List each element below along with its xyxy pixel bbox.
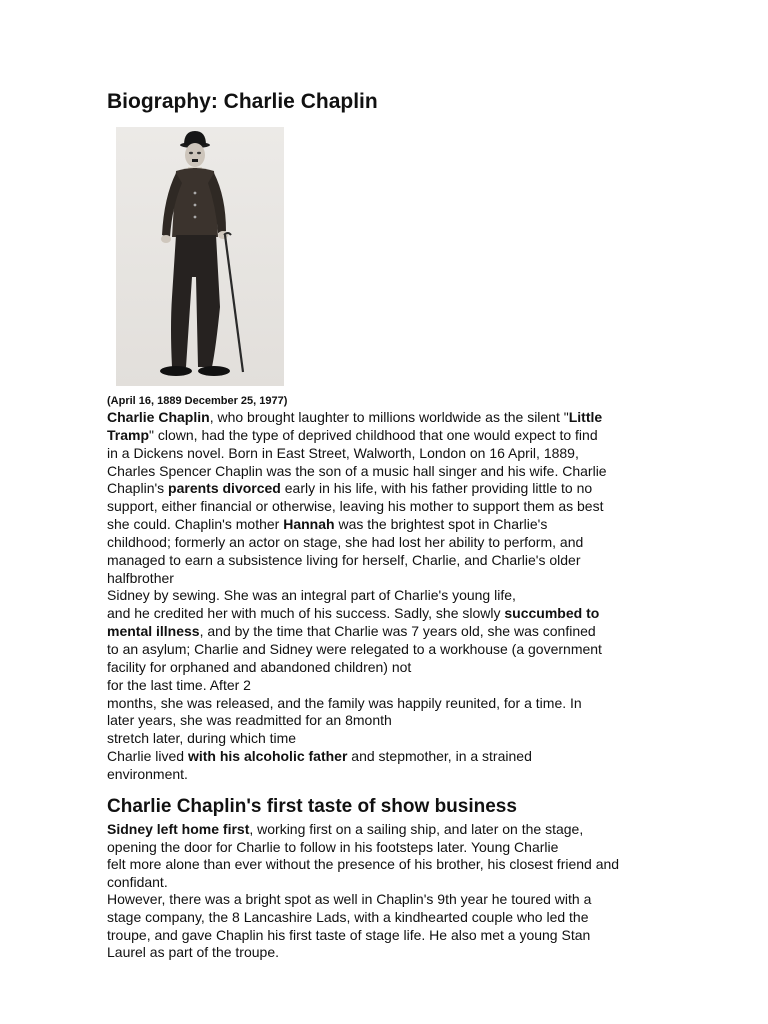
text-line [107,839,667,857]
text-line [107,695,667,713]
text-run: and he credited her with much of his success. Sadly, she slowly [107,605,505,622]
text-line [107,516,667,534]
text-line [107,927,667,945]
text-line [107,891,667,909]
bold-text: parents divorced [168,480,281,497]
text-run: support, either financial or otherwise, leaving his mother to support them as best [107,498,604,515]
text-line [107,856,667,874]
text-run: confidant. [107,873,168,890]
text-run: facility for orphaned and abandoned children) not [107,658,412,675]
text-run: months, she was released, and the family was happily reunited, for a time. In [107,694,582,711]
text-run: childhood; formerly an actor on stage, she had lost her ability to perform, and [107,533,584,550]
text-run: , working first on a sailing ship, and later on the stage, [249,821,584,837]
text-line [107,641,667,659]
text-run: , who brought laughter to millions worldwide as the silent " [209,409,569,425]
text-run: felt more alone than ever without the presence of his brother, his closest friend and [107,856,620,873]
biography-paragraph [107,409,667,784]
bold-text: Charlie Chaplin [107,409,210,425]
text-run: troupe, and gave Chaplin his first taste of stage life. He also met a young Stan [107,926,591,943]
text-line [107,445,667,463]
bold-text: mental illness [107,623,200,640]
text-run: " clown, had the type of deprived childhood that one would expect to find [149,426,598,443]
text-line [107,498,667,516]
text-line [107,623,667,641]
text-run: Chaplin's [107,480,169,497]
text-line [107,944,667,962]
text-line [107,659,667,677]
text-line [107,748,667,766]
text-run: in a Dickens novel. Born in East Street, Walworth, London on 16 April, 1889, [107,444,579,461]
text-run: early in his life, with his father providing little to no [280,480,593,497]
text-run: she could. Chaplin's mother [107,516,284,533]
text-run: opening the door for Charlie to follow in his footsteps later. Young Charlie [107,838,559,855]
text-line [107,821,667,839]
bold-text: succumbed to [504,605,600,622]
text-run: , and by the time that Charlie was 7 years old, she was confined [199,623,596,640]
text-line [107,427,667,445]
page-title: Biography: Charlie Chaplin [107,90,378,113]
text-run: Charlie lived [107,748,188,765]
text-line [107,409,667,427]
text-line [107,730,667,748]
bold-text: Tramp [107,426,150,443]
text-line [107,463,667,481]
text-line [107,766,667,784]
text-run: However, there was a bright spot as well in Chaplin's 9th year he toured with a [107,891,592,908]
text-run: was the brightest spot in Charlie's [334,516,548,533]
text-run: environment. [107,765,188,782]
chaplin-photo [116,127,284,386]
bold-text: with his alcoholic father [187,748,348,765]
bold-text: Sidney left home first [107,821,250,837]
text-line [107,480,667,498]
text-run: for the last time. After 2 [107,676,251,693]
bold-text: Little [568,409,603,425]
text-line [107,712,667,730]
text-run: later years, she was readmitted for an 8month [107,712,392,729]
text-run: managed to earn a subsistence living for herself, Charlie, and Charlie's older [107,551,581,568]
text-run: Charles Spencer Chaplin was the son of a music hall singer and his wife. Charlie [107,462,607,479]
text-line [107,874,667,892]
text-line [107,677,667,695]
text-line [107,587,667,605]
text-run: stage company, the 8 Lancashire Lads, with a kindhearted couple who led the [107,908,589,925]
text-line [107,552,667,570]
text-run: stretch later, during which time [107,730,297,747]
text-run: Laurel as part of the troupe. [107,944,279,961]
text-run: Sidney by sewing. She was an integral part of Charlie's young life, [107,587,516,604]
show-business-paragraph [107,821,667,962]
text-line [107,605,667,623]
life-dates: (April 16, 1889 December 25, 1977) [107,395,288,407]
bold-text: Hannah [283,516,335,533]
text-line [107,909,667,927]
text-run: to an asylum; Charlie and Sidney were relegated to a workhouse (a government [107,640,602,657]
text-line [107,570,667,588]
text-line [107,534,667,552]
text-run: and stepmother, in a strained [347,748,532,765]
section-heading: Charlie Chaplin's first taste of show business [107,796,517,817]
text-run: halfbrother [107,569,174,586]
